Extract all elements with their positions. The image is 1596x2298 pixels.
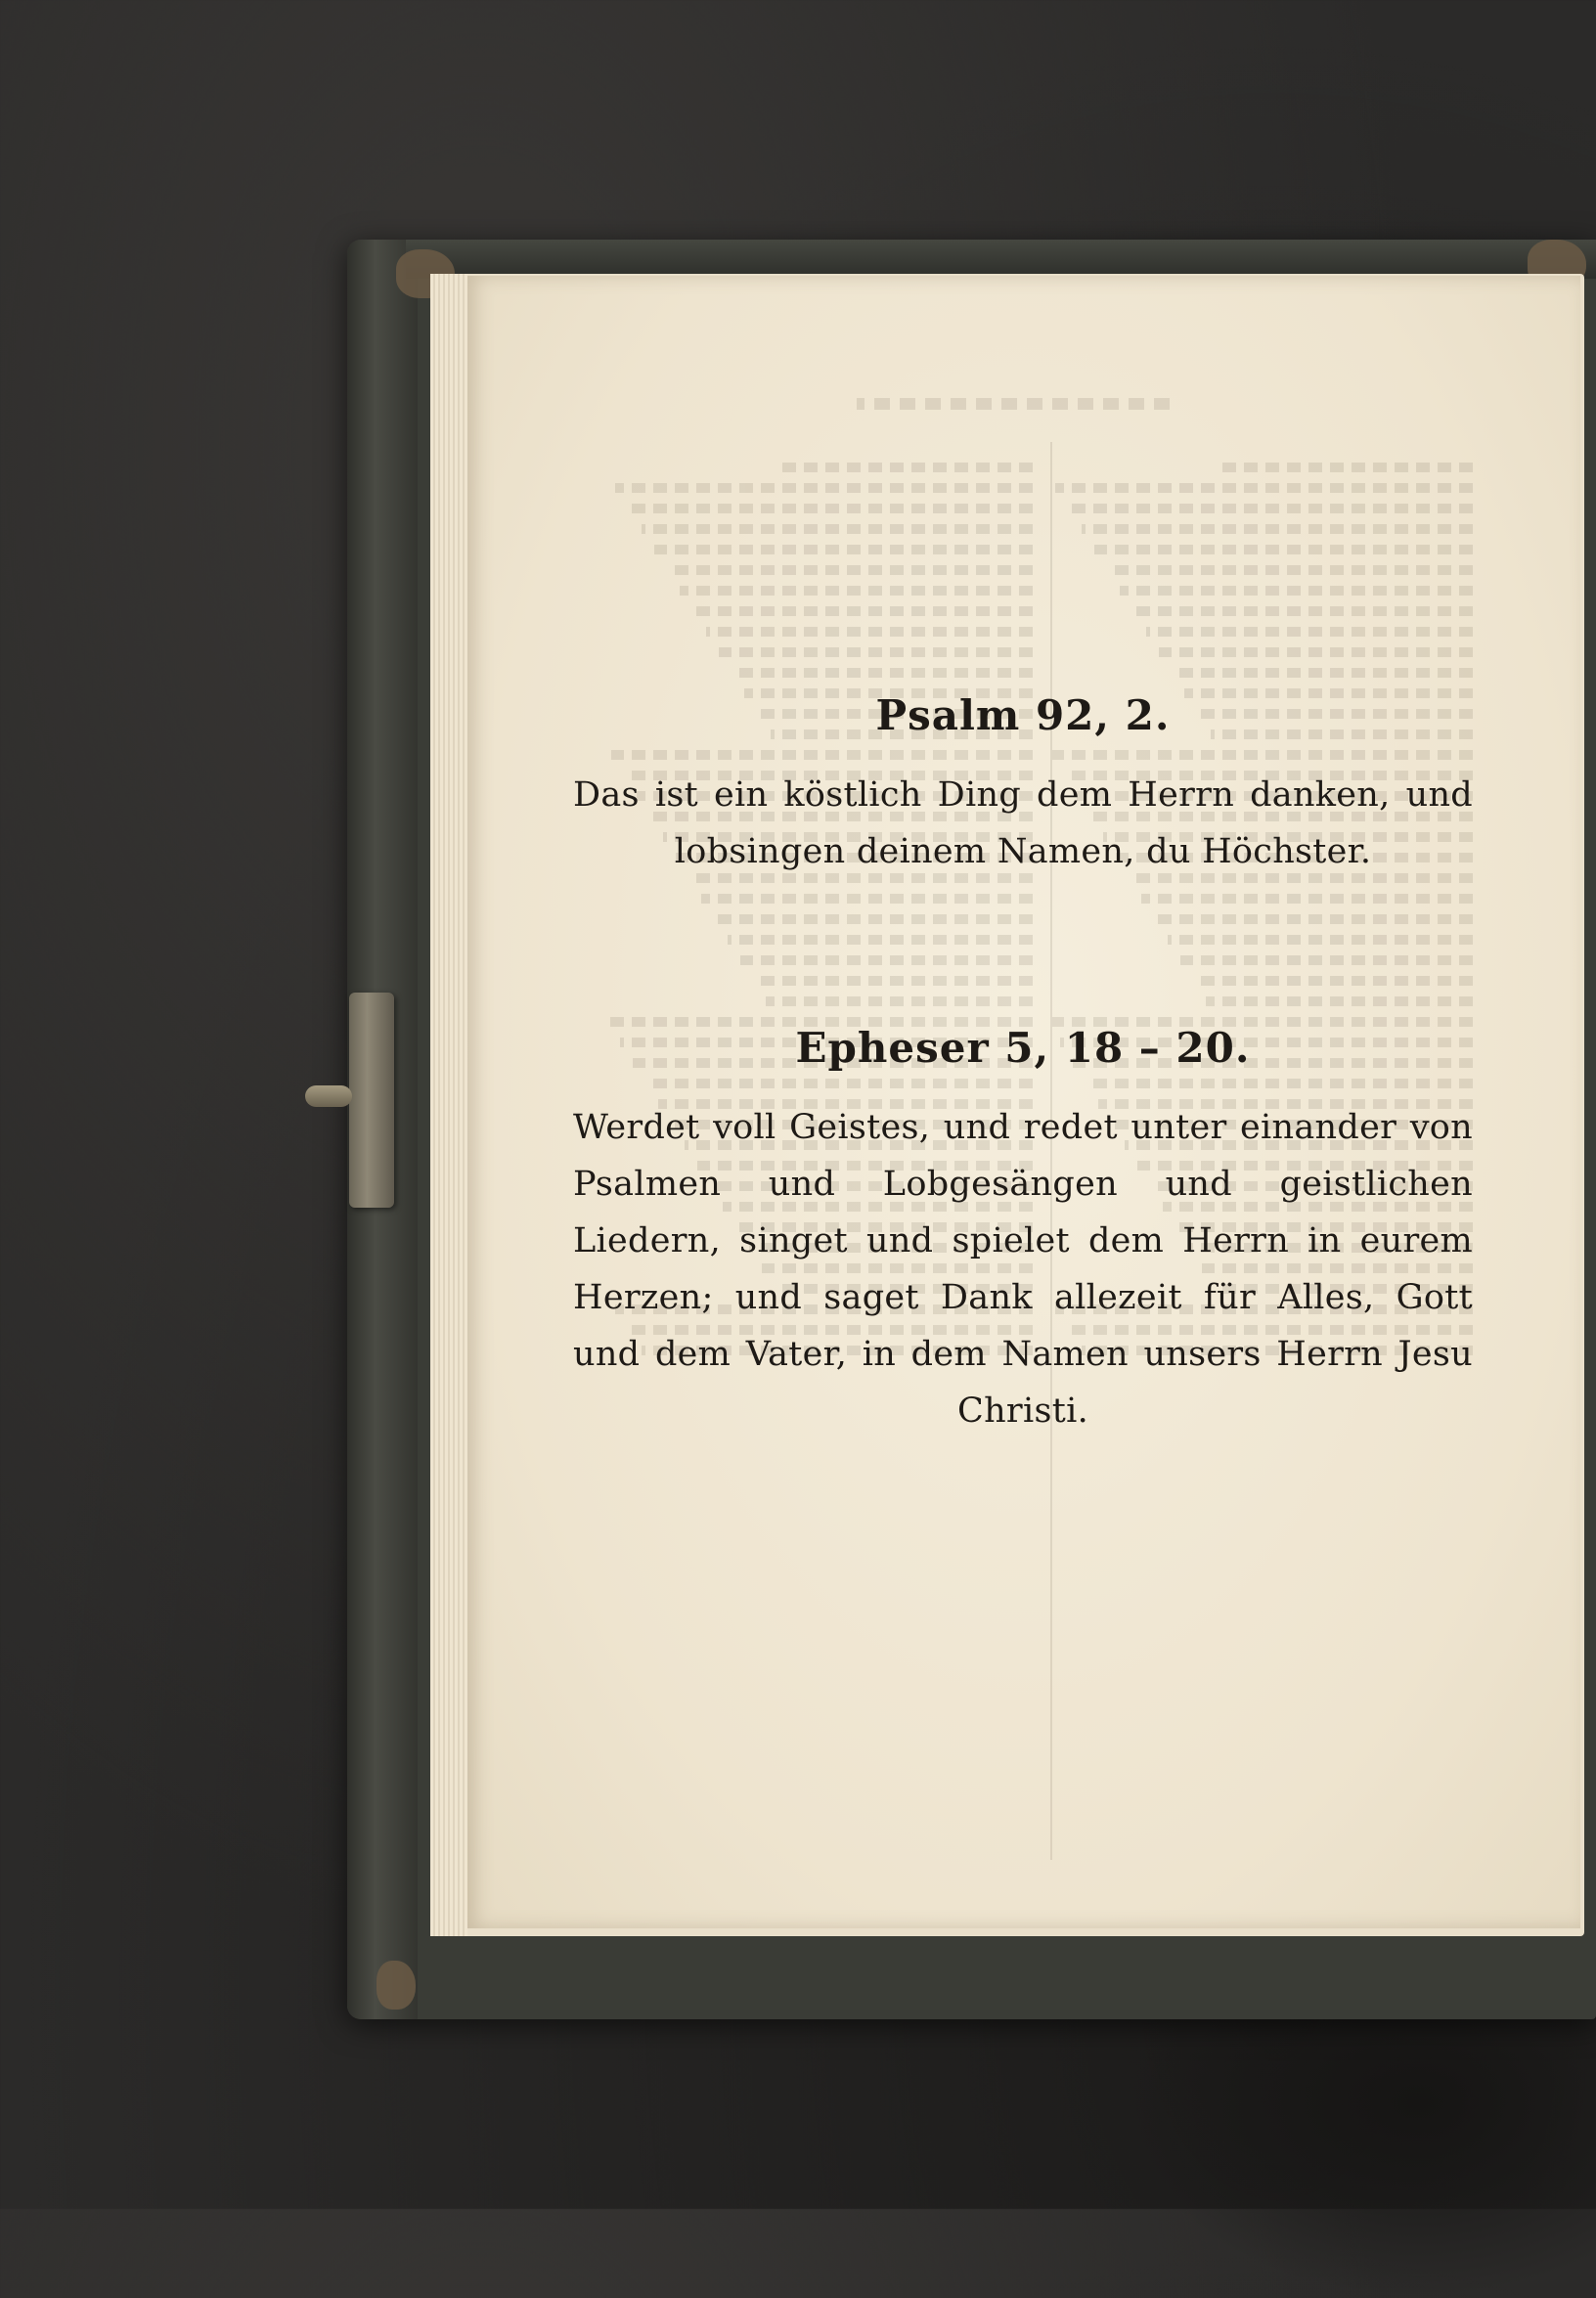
bleed-through-line — [680, 586, 1033, 596]
bleed-through-line — [1168, 935, 1473, 945]
bleed-through-line — [1206, 996, 1473, 1006]
bleed-through-heading — [857, 398, 1170, 410]
bleed-through-line — [1120, 586, 1473, 596]
passage-text: Das ist ein köstlich Ding dem Herrn danken, und lobsingen deinem Namen, du Höchster. — [573, 775, 1473, 871]
bleed-through-line — [615, 483, 1033, 493]
bleed-through-line — [732, 668, 1033, 678]
bleed-through-line — [692, 606, 1033, 616]
passage-heading: Epheser 5, 18 – 20. — [795, 1024, 1251, 1072]
book-page — [467, 276, 1580, 1928]
bleed-through-line — [1068, 504, 1473, 513]
bleed-through-line — [719, 647, 1033, 657]
bleed-through-line — [1146, 627, 1473, 637]
cover-wear-mark — [377, 1961, 416, 2010]
bleed-through-line — [667, 565, 1033, 575]
bleed-through-line — [740, 955, 1033, 965]
bleed-through-line — [728, 935, 1033, 945]
bleed-through-line — [1141, 894, 1473, 904]
bleed-through-line — [1107, 565, 1473, 575]
bleed-through-line — [1082, 524, 1473, 534]
bleed-through-line — [1193, 976, 1473, 986]
bleed-through-line — [628, 504, 1033, 513]
clasp-pin — [305, 1085, 352, 1107]
passage-heading: Psalm 92, 2. — [875, 691, 1171, 739]
bleed-through-line — [1154, 914, 1473, 924]
bleed-through-line — [1215, 463, 1473, 472]
passage-psalm — [573, 691, 1473, 880]
bleed-through-line — [1159, 647, 1473, 657]
bleed-through-line — [1180, 955, 1473, 965]
bleed-through-line — [1172, 668, 1473, 678]
bleed-through-line — [1055, 483, 1473, 493]
bleed-through-line — [714, 914, 1033, 924]
bleed-through-line — [775, 463, 1033, 472]
bleed-through-line — [654, 545, 1033, 554]
bleed-through-line — [766, 996, 1033, 1006]
cover-top-edge — [406, 240, 1596, 279]
bleed-through-line — [1132, 606, 1473, 616]
bleed-through-line — [706, 627, 1033, 637]
book-clasp — [349, 993, 394, 1208]
bleed-through-line — [701, 894, 1033, 904]
bleed-through-line — [642, 524, 1033, 534]
passage-text: Werdet voll Geistes, und redet unter einander von Psalmen und Lobgesängen und geistlichen Liedern, singet und spielet dem Herrn in eurem Herzen; und saget Dank allezeit für Alles, Gott und dem Vater, in dem Namen unsers Herrn Jesu Christi. — [573, 1108, 1473, 1431]
bleed-through-line — [753, 976, 1033, 986]
passage-ephesians — [573, 1024, 1473, 1439]
bleed-through-line — [1094, 545, 1473, 554]
